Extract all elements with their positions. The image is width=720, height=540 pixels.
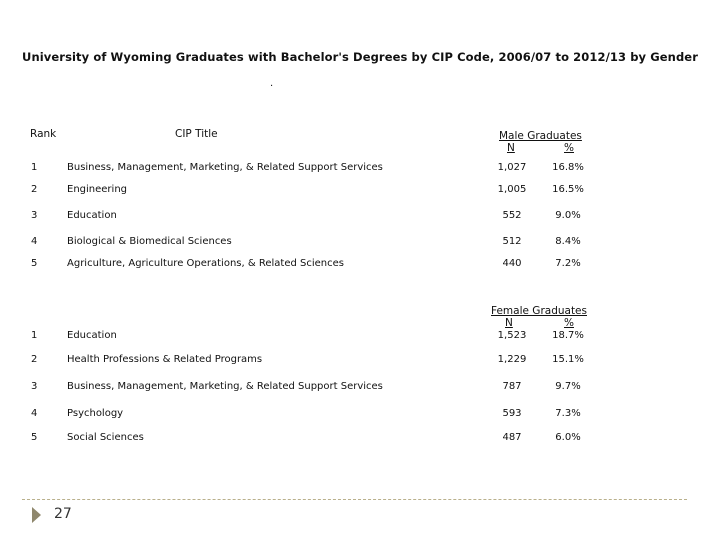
n-cell: 1,005: [497, 184, 527, 195]
cip-title-cell: Education: [67, 210, 117, 221]
cip-title-cell: Health Professions & Related Programs: [67, 354, 263, 365]
pct-cell: 9.7%: [555, 381, 581, 392]
female-n-header: N: [505, 317, 513, 329]
rank-cell: 5: [31, 258, 38, 269]
rank-cell: 1: [31, 330, 38, 341]
cip-title-cell: Biological & Biomedical Sciences: [67, 236, 232, 247]
pct-cell: 15.1%: [552, 354, 584, 365]
n-cell: 440: [502, 258, 522, 269]
footer-divider: [22, 499, 687, 500]
pct-cell: 18.7%: [552, 330, 584, 341]
n-cell: 487: [502, 432, 522, 443]
pct-cell: 7.3%: [555, 408, 581, 419]
pct-cell: 8.4%: [555, 236, 581, 247]
pct-cell: 9.0%: [555, 210, 581, 221]
rank-cell: 4: [31, 408, 38, 419]
slide-arrow-icon: [32, 507, 41, 523]
n-cell: 552: [502, 210, 522, 221]
rank-cell: 3: [31, 381, 38, 392]
rank-cell: 2: [31, 184, 38, 195]
pct-cell: 6.0%: [555, 432, 581, 443]
female-graduates-header: Female Graduates: [491, 305, 587, 317]
rank-cell: 2: [31, 354, 38, 365]
pct-cell: 16.5%: [552, 184, 584, 195]
rank-cell: 4: [31, 236, 38, 247]
rank-cell: 1: [31, 162, 38, 173]
rank-cell: 5: [31, 432, 38, 443]
rank-cell: 3: [31, 210, 38, 221]
male-graduates-header: Male Graduates: [499, 130, 582, 142]
n-cell: 1,523: [497, 330, 527, 341]
cip-title-cell: Psychology: [67, 408, 124, 419]
male-pct-header: %: [564, 142, 574, 154]
page-title: University of Wyoming Graduates with Bachelor's Degrees by CIP Code, 2006/07 to 2012/13 by Gender: [22, 50, 698, 64]
n-cell: 1,027: [497, 162, 527, 173]
page-number: 27: [54, 506, 72, 522]
cip-title-header: CIP Title: [175, 128, 218, 140]
dot-mark: .: [270, 78, 274, 89]
n-cell: 512: [502, 236, 522, 247]
male-n-header: N: [507, 142, 515, 154]
pct-cell: 16.8%: [552, 162, 584, 173]
cip-title-cell: Education: [67, 330, 117, 341]
cip-title-cell: Business, Management, Marketing, & Related Support Services: [67, 381, 383, 392]
cip-title-cell: Business, Management, Marketing, & Related Support Services: [67, 162, 383, 173]
cip-title-cell: Social Sciences: [67, 432, 144, 443]
n-cell: 787: [502, 381, 522, 392]
cip-title-cell: Engineering: [67, 184, 127, 195]
n-cell: 593: [502, 408, 522, 419]
cip-title-cell: Agriculture, Agriculture Operations, & Related Sciences: [67, 258, 344, 269]
pct-cell: 7.2%: [555, 258, 581, 269]
n-cell: 1,229: [497, 354, 527, 365]
rank-header: Rank: [30, 128, 57, 140]
female-pct-header: %: [564, 317, 574, 329]
